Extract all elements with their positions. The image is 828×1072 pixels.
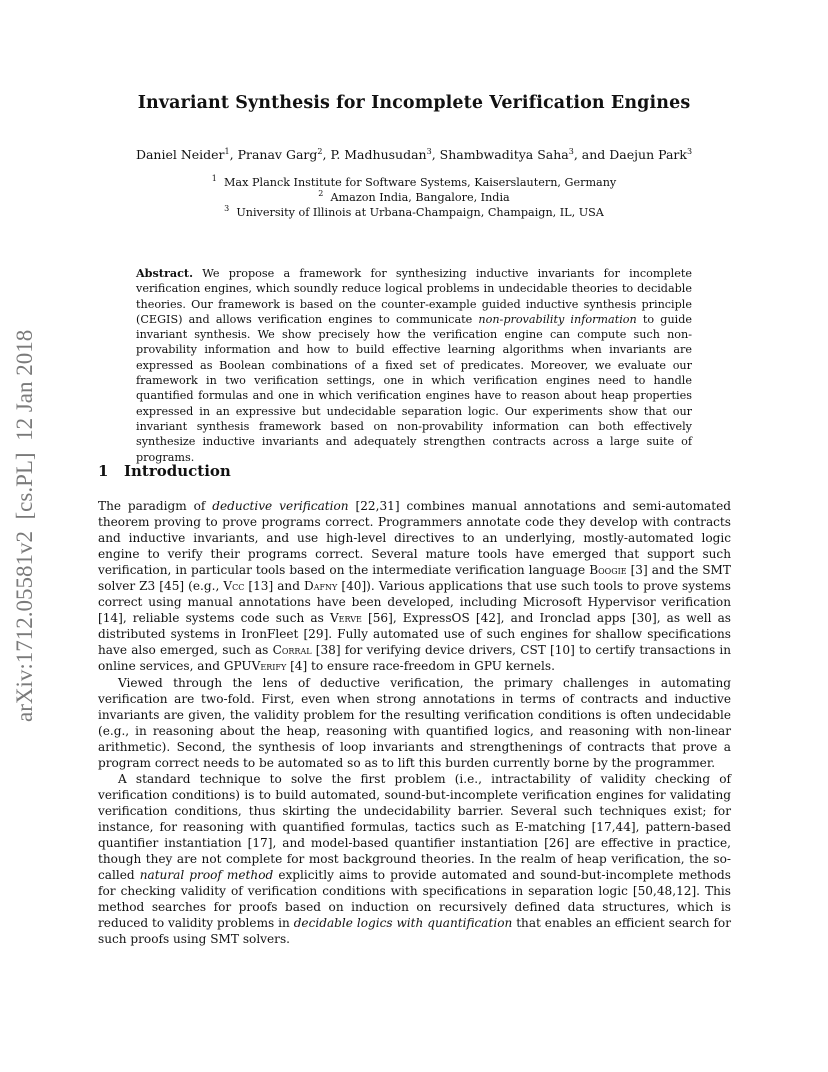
abstract — [136, 266, 692, 465]
text-run: [22,31] combines manual annotations and semi-automated theorem proving to prove programs correct. Programmers annotate code they develop with contracts and inductive invariants, and use high-level directives to an underlying, mostly-automated logic engine to verify their programs correct. Several mature tools have emerged that support such verification, in particular tools based on the intermediate verification language — [98, 499, 732, 578]
text-run: [4] to ensure race-freedom in GPU kernels. — [286, 659, 555, 674]
text-run: [3] and the SMT solver Z3 [45] (e.g., — [98, 563, 731, 594]
text-run: explicitly aims to provide automated and sound-but-incomplete methods for checking validity of verification conditions with specifications in separation logic [50,48,12]. This method searches for proofs based on induction on recursively defined data structures, which is reduced to validity problems in — [98, 868, 731, 931]
section-title: Introduction — [124, 462, 231, 480]
affiliation — [0, 205, 828, 220]
author-affiliation-mark: 3 — [686, 147, 693, 156]
affiliation — [0, 190, 828, 205]
author-affiliation-mark: 1 — [224, 147, 230, 156]
affiliation-text: Amazon India, Bangalore, India — [330, 191, 510, 204]
affiliation-list — [0, 175, 828, 220]
author: Daniel Neider — [135, 147, 225, 162]
tool-name: Verve — [329, 611, 362, 626]
affiliation-text: Max Planck Institute for Software Systems, Kaiserslautern, Germany — [223, 176, 617, 189]
tool-name: Boogie — [589, 563, 627, 578]
emphasis: deductive verification — [212, 499, 349, 513]
abstract-text: We propose a framework for synthesizing inductive invariants for incomplete verification engines, which soundly reduce logical problems in undecidable theories to decidable theories. Our framework is based on the counter-example guided inductive synthesis principle (CEGIS) and allows verification engines to communicate — [136, 267, 692, 326]
text-run: Viewed through the lens of deductive verification, the primary challenges in automating verification are two-fold. First, even when strong annotations in terms of contracts and inductive invariants are given, the validity problem for the resulting verification conditions is often undecidable (e.g., in reasoning about the heap, reasoning with quantified logics, and reasoning with non-linear arithmetic). Second, the synthesis of loop invariants and strengthenings of contracts that prove a program correct needs to be automated so as to lift this burden currently borne by the programmer. — [98, 675, 731, 770]
body-text — [98, 498, 731, 947]
text-run: A standard technique to solve the first problem (i.e., intractability of validity checking of verification conditions) is to build automated, sound-but-incomplete verification engines for validating verification conditions, thus skirting the undecidability barrier. Several such techniques exist; for instance, for reasoning with quantified formulas, tactics such as E-matching [17,44], pattern-based quantifier instantiation [17], and model-based quantifier instantiation [26] are effective in practice, though they are not complete for most background theories. In the realm of heap verification, the so-called — [98, 771, 731, 883]
section-number: 1 — [98, 462, 109, 480]
abstract-emphasis: non-provability information — [478, 312, 637, 326]
author: P. Madhusudan — [330, 147, 427, 162]
text-run: [40]). Various applications that use such tools to prove systems correct using manual annotations have been developed, including Microsoft Hypervisor verification [14], reliable systems code such as — [98, 579, 731, 626]
paper-title: Invariant Synthesis for Incomplete Verification Engines — [137, 93, 691, 113]
author-list — [0, 147, 828, 162]
author-separator: , — [229, 147, 238, 162]
affiliation-text: University of Illinois at Urbana-Champaign, Champaign, IL, USA — [236, 206, 604, 219]
text-run: The paradigm of — [98, 499, 213, 513]
paragraph — [98, 498, 731, 675]
tool-name: Verify — [251, 659, 287, 674]
affiliation — [0, 175, 828, 190]
tool-name: Corral — [272, 643, 312, 658]
text-run: [13] and — [244, 579, 304, 594]
author: Shambwaditya Saha — [439, 147, 569, 162]
arxiv-identifier[interactable]: arXiv:1712.05581v2 [cs.PL] 12 Jan 2018 — [12, 329, 37, 722]
author-separator: , and — [573, 147, 610, 162]
author-affiliation-mark: 3 — [426, 147, 432, 156]
text-run: that enables an efficient search for such proofs using SMT solvers. — [98, 916, 731, 947]
text-run: [38] for verifying device drivers, CST [10] to certify transactions in online services, and GPU — [98, 643, 732, 674]
author-affiliation-mark: 3 — [568, 147, 574, 156]
affiliation-number: 2 — [318, 189, 324, 198]
abstract-label: Abstract. — [136, 266, 193, 280]
author-affiliation-mark: 2 — [317, 147, 323, 156]
author: Daejun Park — [609, 147, 687, 162]
text-run: [56], ExpressOS [42], and Ironclad apps [30], as well as distributed systems in IronFleet [29]. Fully automated use of such engines for shallow specifications have also emerged, such as — [98, 611, 731, 658]
paragraph — [98, 675, 731, 771]
emphasis: natural proof method — [139, 868, 274, 883]
author-separator: , — [431, 147, 440, 162]
paragraph — [98, 771, 731, 948]
tool-name: Vcc — [223, 579, 245, 594]
affiliation-number: 1 — [211, 174, 217, 183]
section-heading — [98, 462, 231, 480]
affiliation-number: 3 — [224, 204, 230, 213]
author-separator: , — [322, 147, 331, 162]
author: Pranav Garg — [237, 147, 318, 162]
abstract-text: to guide invariant synthesis. We show precisely how the verification engine can compute such non-provability information and how to build effective learning algorithms when invariants are expressed as Boolean combinations of a fixed set of predicates. Moreover, we evaluate our framework in two verification settings, one in which verification engines need to handle quantified formulas and one in which verification engines have to reason about heap properties expressed in an expressive but undecidable separation logic. Our experiments show that our invariant synthesis framework based on non-provability information can both effectively synthesize inductive invariants and adequately strengthen contracts across a large suite of programs. — [136, 312, 693, 464]
emphasis: decidable logics with quantification — [293, 916, 513, 931]
tool-name: Dafny — [304, 579, 338, 594]
